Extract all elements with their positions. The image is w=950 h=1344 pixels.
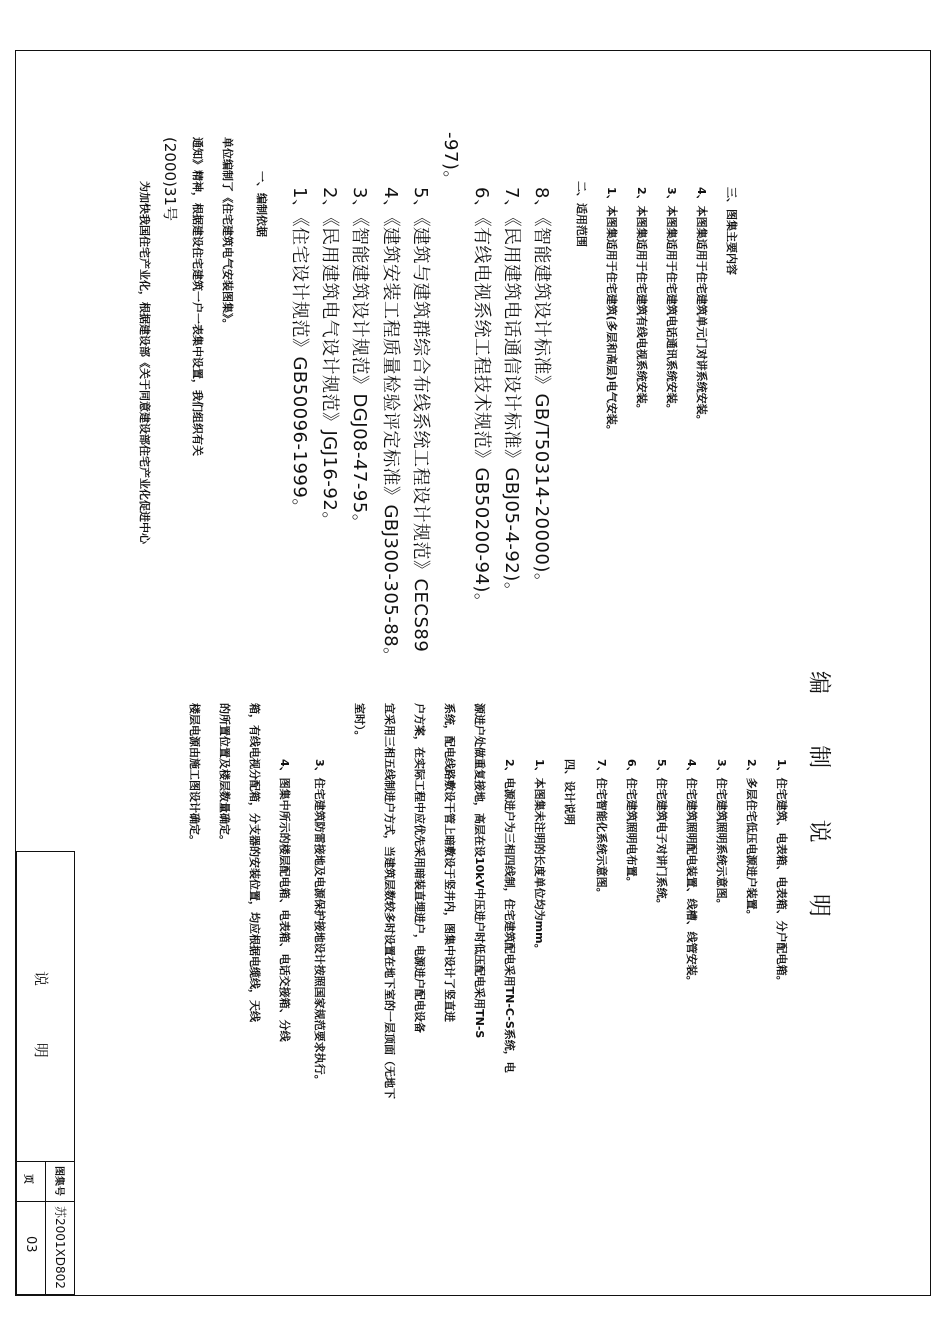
content-line-4: 4、住宅建筑照明配电装置、线槽、线管安装。 [685, 759, 698, 987]
design-line-3: 源进户处做重复接地，高层在设10kV中压进户时低压配电采用TN-S [473, 703, 486, 1039]
title-block-vline [16, 1201, 75, 1202]
title-block-name: 说 明 [32, 971, 50, 1084]
design-line-12: 楼层电源由施工图设计确定。 [188, 703, 201, 846]
section-2-heading: 二、适用范围 [575, 181, 588, 247]
ref-line-2: 2、《民用建筑电气设计规范》JGJ16-92。 [319, 187, 340, 530]
title-block-page-label: 页 [22, 1174, 33, 1184]
design-line-1: 1、本图集未注明的长度单位均为mm。 [533, 759, 546, 955]
page-title: 编 制 说 明 [806, 671, 832, 939]
design-line-7: 室时）。 [353, 703, 366, 742]
ref-line-5: 5、《建筑与建筑群综合布线系统工程设计规范》CECS89 [410, 187, 431, 653]
intro-line-3: 通知》精神，根据建设住宅建筑一户一表集中设置，我们组织有关 [191, 137, 204, 456]
section-4-heading: 四、设计说明 [563, 759, 576, 825]
title-block-atlas-number: 苏2001XD802 [53, 1206, 67, 1289]
design-line-4: 系统，配电线路敷设干管上暗敷设于竖井内，图集中设计了竖直进 [443, 703, 456, 1022]
scope-line-3: 3、本图集适用于住宅建筑电话通讯系统安装。 [665, 187, 678, 415]
design-line-6: 宜采用三相五线制进户方式，当建筑层数较多时设置在地下室的一层顶面（无地下 [383, 703, 396, 1099]
ref-line-3: 3、《智能建筑设计规范》DGJ08-47-95。 [349, 187, 370, 533]
content-line-3: 3、住宅建筑照明系统示意图。 [715, 759, 728, 910]
intro-line-2: (2000)31号 [161, 137, 179, 221]
content-line-2: 2、多层住宅低压电源进户装置。 [745, 759, 758, 921]
scope-line-2: 2、本图集适用于住宅建筑有线电视系统安装。 [635, 187, 648, 415]
section-1-heading: 一、编制依据 [255, 171, 268, 237]
design-line-9: 4、图集中所示的楼层配电箱、电表箱、电话交接箱、分线 [278, 759, 291, 1042]
design-line-11: 的所置位置及楼层数量确定。 [218, 703, 231, 846]
rotated-page-content [16, 51, 930, 1295]
ref-line-5-cont: -97)。 [440, 132, 461, 189]
design-line-5: 户方案，在实际工程中应优先采用暗装直埋进户，电源进户配电设备 [413, 703, 426, 1033]
content-line-7: 7、住宅智能化系统示意图。 [595, 759, 608, 899]
ref-line-4: 4、《建筑安装工程质量检验评定标准》GBJ300-305-88。 [380, 187, 401, 666]
content-line-6: 6、住宅建筑照明电布置。 [625, 759, 638, 888]
intro-line-1: 为加快我国住宅产业化，根据建设部《关于同意建设部住宅产业化促进中心 [138, 181, 151, 544]
intro-line-4: 单位编制了《住宅建筑电气安装图集》。 [221, 137, 234, 330]
design-line-10: 箱，有线电视分配箱，分支器的安装位置，均应根据电缆线，天线 [248, 703, 261, 1022]
design-line-2: 2、电源进户为三相四线制，住宅建筑配电采用TN-C-S系统，电 [503, 759, 516, 1073]
design-line-8: 3、住宅建筑防雷接地及电源保护接地设计按照国家规范要求执行。 [313, 759, 326, 1086]
content-line-1: 1、住宅建筑、电表箱、电表箱、分户配电箱。 [775, 759, 788, 987]
scope-line-1: 1、本图集适用于住宅建筑(多层和高层)电气安装。 [605, 187, 618, 436]
scope-line-4: 4、本图集适用于住宅建筑单元门对讲系统安装。 [695, 187, 708, 426]
ref-line-6: 6、《有线电视系统工程技术规范》GB50200-94)。 [471, 187, 492, 612]
title-block-page-number: 03 [23, 1236, 38, 1253]
ref-line-8: 8、《智能建筑设计标准》GB/T50314-20000)。 [531, 187, 552, 592]
content-line-5: 5、住宅建筑电子对讲门系统。 [655, 759, 668, 910]
title-block-atlas-label: 图集号 [53, 1166, 64, 1196]
section-3-heading: 三、图集主要内容 [725, 187, 738, 275]
ref-line-7: 7、《民用建筑电话通信设计标准》GBJ05-4-92)。 [501, 187, 522, 601]
ref-line-1: 1、《住宅设计规范》GB50096-1999。 [289, 187, 310, 517]
title-block-hline [45, 1161, 46, 1295]
